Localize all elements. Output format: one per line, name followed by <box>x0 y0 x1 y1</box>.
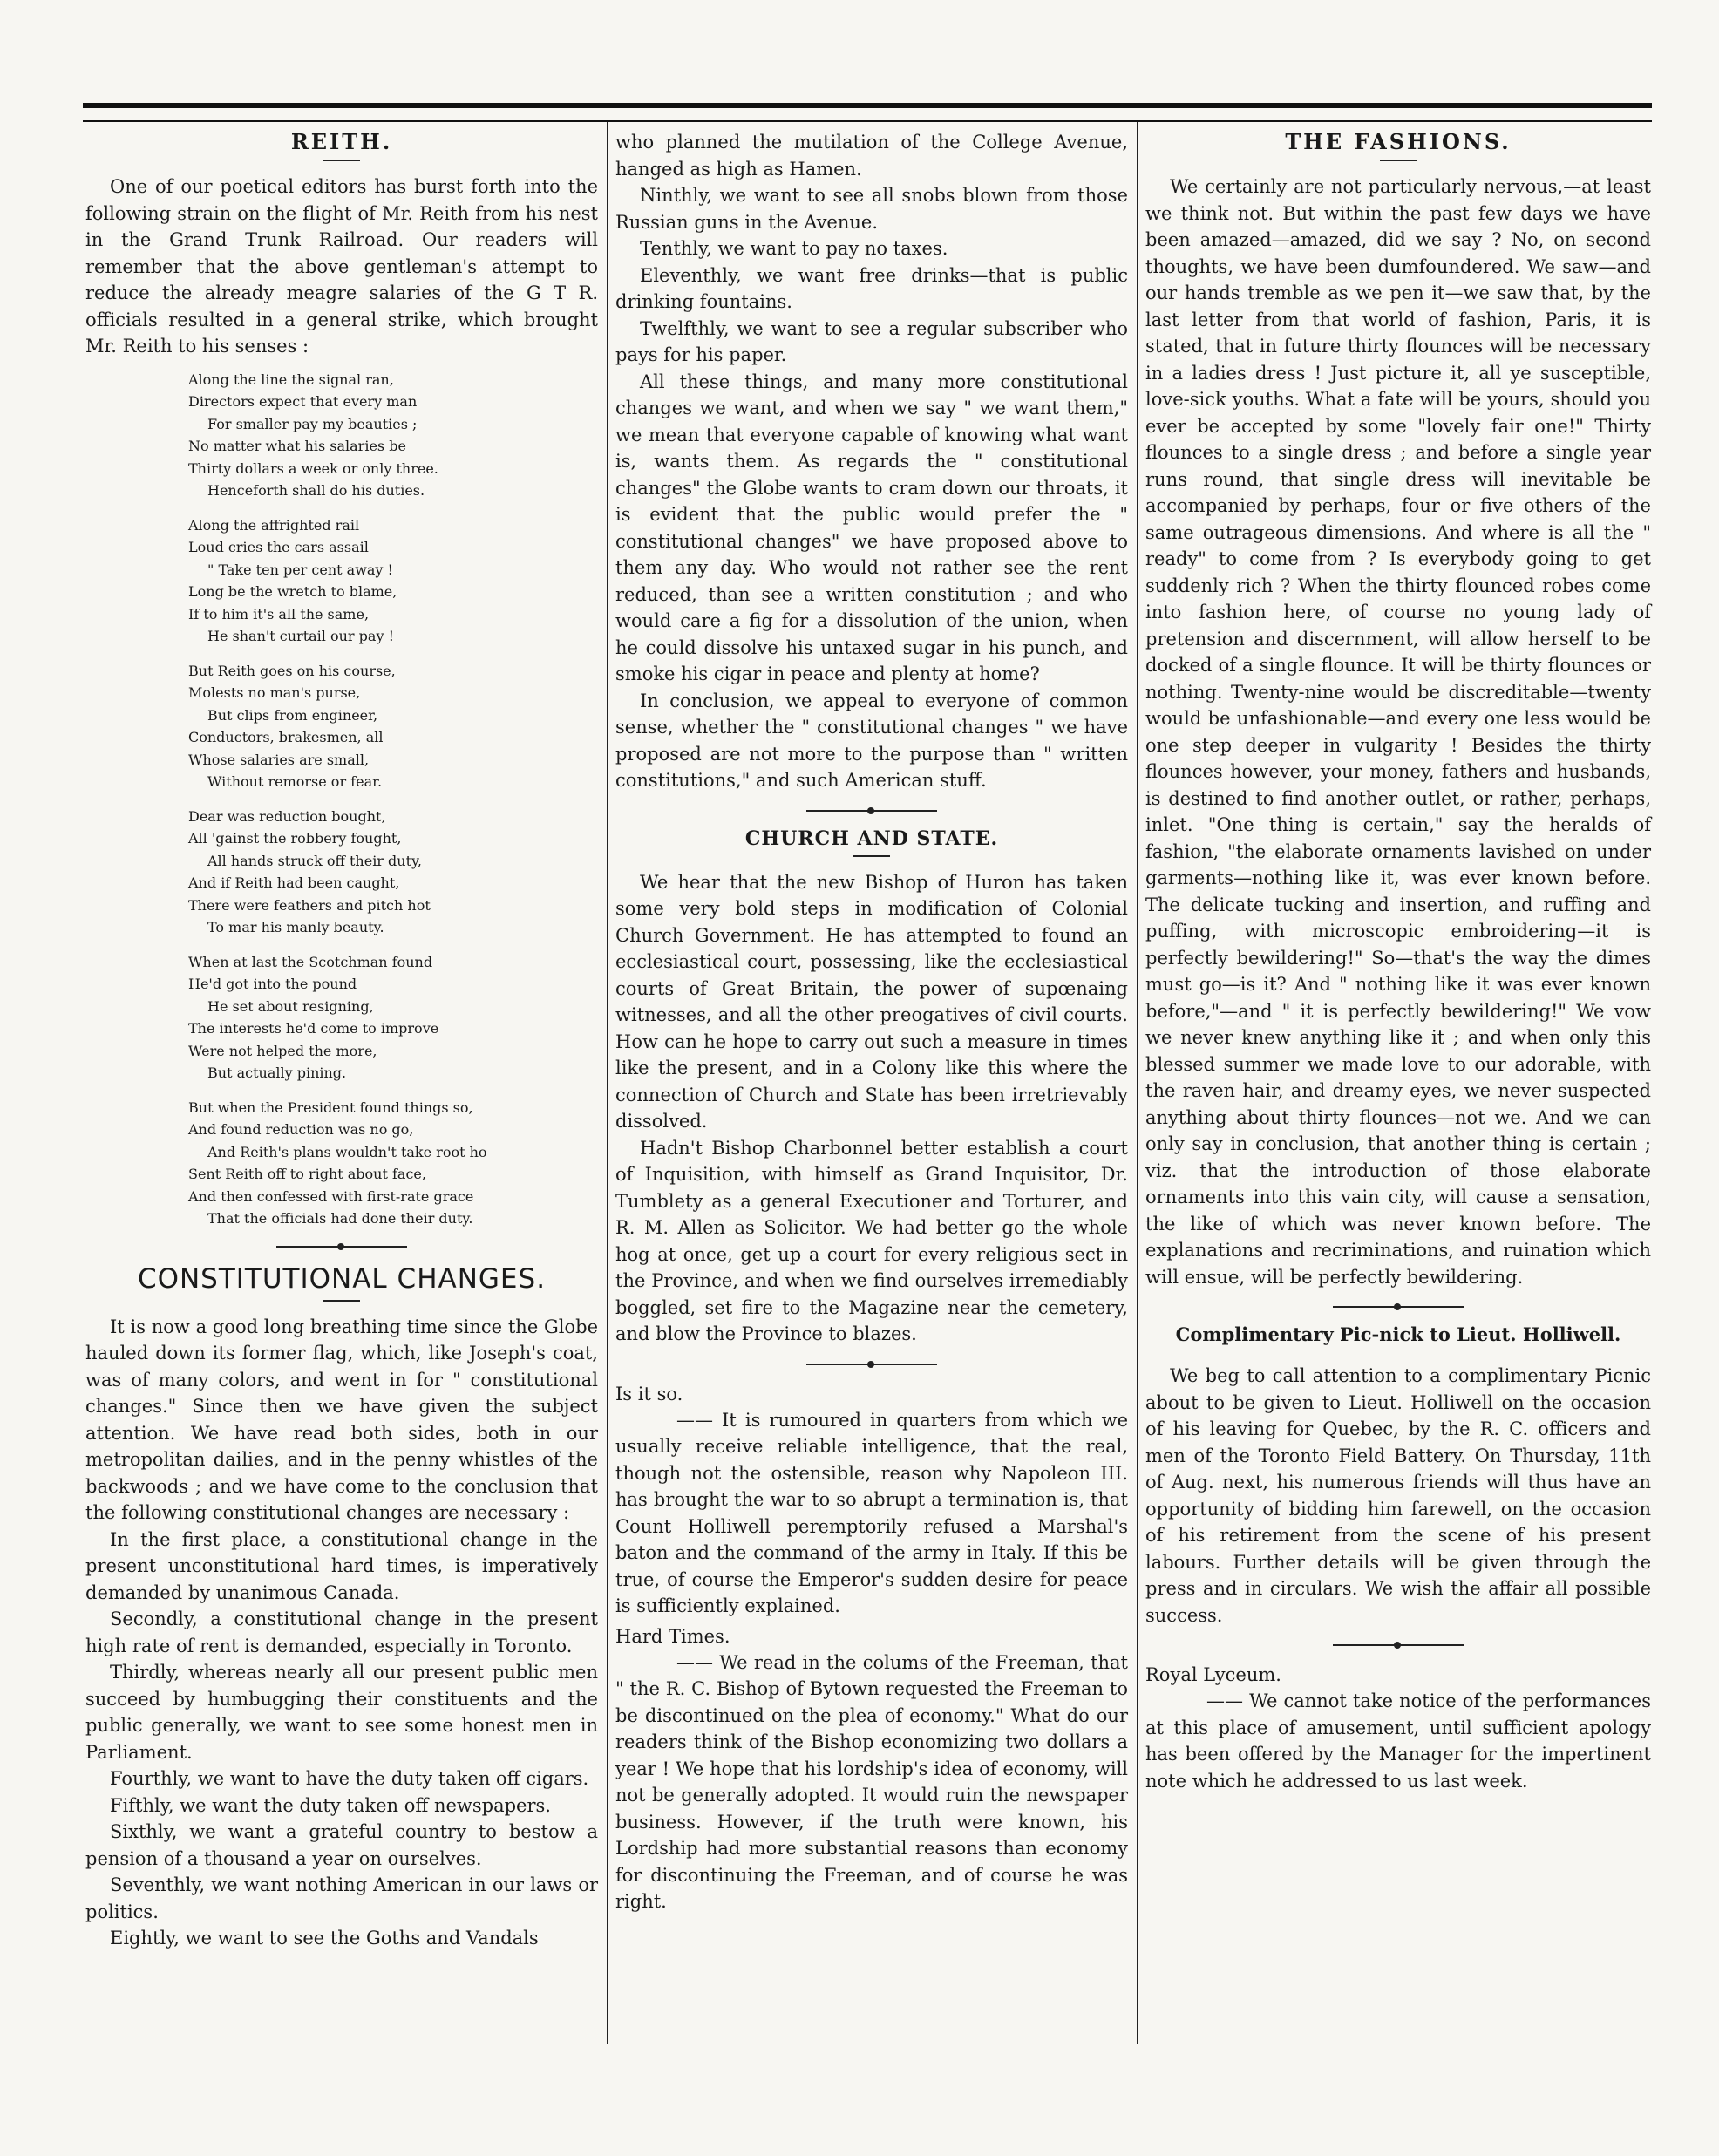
article-title-reith: REITH. <box>290 129 393 154</box>
poem-line: But actually pining. <box>207 1064 347 1081</box>
paragraph: Seventhly, we want nothing American in our laws or politics. <box>85 1874 598 1922</box>
poem-line: For smaller pay my beauties ; <box>207 415 418 432</box>
poem-stanza <box>188 514 598 648</box>
poem-stanza <box>188 951 598 1085</box>
item-head-royal-lyceum: Royal Lyceum. <box>1145 1664 1281 1685</box>
paragraph: Eightly, we want to see the Goths and Vandals <box>110 1928 539 1949</box>
poem-line: But clips from engineer, <box>207 706 378 724</box>
poem-line: And then confessed with first-rate grace <box>188 1187 474 1205</box>
poem-line: Directors expect that every man <box>188 393 418 410</box>
poem-stanza <box>188 1097 598 1230</box>
poem-line: No matter what his salaries be <box>188 438 406 454</box>
poem-stanza <box>188 369 598 502</box>
poem-line: " Take ten per cent away ! <box>207 561 393 578</box>
poem-line: Sent Reith off to right about face, <box>188 1166 426 1182</box>
column-3 <box>1145 129 1651 1794</box>
reith-poem <box>188 369 598 1230</box>
poem-line: Molests no man's purse, <box>188 684 361 701</box>
item-head-is-it-so: Is it so. <box>615 1383 683 1404</box>
paragraph: Fifthly, we want the duty taken off newspapers. <box>110 1794 551 1816</box>
section-separator <box>806 1364 937 1365</box>
poem-line: Without remorse or fear. <box>207 773 383 790</box>
poem-line: Thirty dollars a week or only three. <box>188 459 438 477</box>
poem-line: The interests he'd come to improve <box>188 1020 439 1037</box>
article-title-constitutional: CONSTITUTIONAL CHANGES. <box>137 1262 547 1295</box>
poem-line: When at last the Scotchman found <box>188 953 433 970</box>
poem-line: All hands struck off their duty, <box>207 852 423 869</box>
poem-stanza <box>188 660 598 793</box>
poem-line: That the officials had done their duty. <box>207 1210 473 1227</box>
article-title-church: CHURCH AND STATE. <box>744 826 999 850</box>
paragraph: who planned the mutilation of the College Avenue, hanged as high as Hamen. <box>615 132 1128 180</box>
article-title-fashions: THE FASHIONS. <box>1285 129 1512 154</box>
poem-line: And found reduction was no go, <box>188 1121 414 1138</box>
section-separator <box>806 810 937 812</box>
poem-line: Loud cries the cars assail <box>188 539 369 555</box>
paragraph: In the first place, a constitutional change in the present unconstitutional hard times, is imperatively demanded by unanimous Canada. <box>85 1528 598 1603</box>
paragraph: —— We read in the colums of the Freeman, that " the R. C. Bishop of Bytown requested the Freeman to be discontinued on the plea of economy." What do our readers think of the Bishop economizing two dollars a year ! We hope that his lordship's idea of economy, will not be generally adopted. It would ruin the newspaper business. However, if the truth were known, his Lordship had more substantial reasons than economy for discontinuing the Freeman, and of course he was right. <box>615 1651 1128 1912</box>
poem-line: And Reith's plans wouldn't take root ho <box>207 1143 487 1160</box>
poem-line: To mar his manly beauty. <box>207 919 384 935</box>
paragraph: Sixthly, we want a grateful country to bestow a pension of a thousand a year on ourselves. <box>85 1821 598 1869</box>
paragraph: All these things, and many more constitutional changes we want, and when we say " we want them," we mean that everyone capable of knowing what want is, wants them. As regards the " constitutional changes" the Globe wants to cram down our throats, it is evident that the public would prefer the " constitutional changes" we have proposed above to them any day. Who would not rather see the rent reduced, than see a written constitution ; and who would care a fig for a dissolution of the union, when he could dissolve his untaxed sugar in his punch, and smoke his cigar in peace and plenty at home? <box>615 371 1128 684</box>
paragraph: —— We cannot take notice of the performances at this place of amusement, until sufficient apology has been offered by the Manager for the impertinent note which he addressed to us last week. <box>1145 1690 1651 1792</box>
title-dash <box>1380 160 1417 161</box>
article-title-picnic: Complimentary Pic-nick to Lieut. Holliwell. <box>1175 1323 1621 1345</box>
column-divider <box>607 122 608 2044</box>
paragraph: Secondly, a constitutional change in the present high rate of rent is demanded, especially in Toronto. <box>85 1608 598 1656</box>
section-separator <box>1333 1306 1464 1308</box>
poem-line: All 'gainst the robbery fought, <box>188 830 402 847</box>
poem-stanza <box>188 806 598 939</box>
poem-line: Along the affrighted rail <box>188 516 360 534</box>
poem-line: He'd got into the pound <box>188 976 357 992</box>
poem-line: Whose salaries are small, <box>188 751 370 768</box>
paragraph: —— It is rumoured in quarters from which we usually receive reliable intelligence, that the real, though not the ostensible, reason why Napoleon III. has brought the war to so abrupt a termination is, that Count Holliwell peremptorily refused a Marshal's baton and the command of the army in Italy. If this be true, of course the Emperor's sudden desire for peace is sufficiently explained. <box>615 1409 1128 1616</box>
column-1 <box>85 129 598 1952</box>
paragraph: Twelfthly, we want to see a regular subscriber who pays for his paper. <box>615 317 1128 365</box>
paragraph: Fourthly, we want to have the duty taken off cigars. <box>110 1768 589 1789</box>
poem-line: There were feathers and pitch hot <box>188 896 431 914</box>
poem-line: And if Reith had been caught, <box>188 874 400 891</box>
poem-line: Conductors, brakesmen, all <box>188 729 384 745</box>
title-dash <box>323 1300 360 1302</box>
poem-line: He set about resigning, <box>207 997 374 1015</box>
paragraph: We certainly are not particularly nervous,—at least we think not. But within the past few days we have been amazed—amazed, did we say ? No, on second thoughts, we have been dumfoundered. We saw—and our hands tremble as we pen it—we saw that, by the last letter from that world of fashion, Paris, it is stated, that in future thirty flounces will be necessary in a ladies dress ! Just picture it, all ye susceptible, love-sick youths. What a fate will be yours, should you ever be accepted by some "lovely fair one!" Thirty flounces to a single dress ; and before a single year runs round, that single dress will inevitable be accompanied by perhaps, four or five others of the same outrageous dimensions. And where is all the " ready" to come from ? Is everybody going to get suddenly rich ? When the thirty flounced robes come into fashion here, of course no young lady of pretension and discernment, will allow herself to be docked of a single flounce. It will be thirty flounces or nothing. Twenty-nine would be discreditable—twenty would be unfashionable—and every one less would be one step deeper in vulgarity ! Besides the thirty flounces however, your money, fathers and husbands, is destined to find another outlet, or rather, perhaps, inlet. "One thing is certain," say the heralds of fashion, "the elaborate ornaments lavished on under garments—nothing like it, was ever known before. The delicate tucking and insertion, and ruffing and puffing, with microscopic embroidering—it is perfectly bewildering!" So—that's the way the dimes must go—is it? And " nothing like it was ever known before,"—and " it is perfectly bewildering!" We vow we never knew anything like it ; and when only this blessed summer we made love to our adorable, with the raven hair, and dreamy eyes, we never suspected anything about thirty flounces—not we. And we can only say in conclusion, that another thing is certain ; viz. that the introduction of those elaborate ornaments into this vain city, will cause a sensation, the like of which was never known before. The explanations and recriminations, and ruination which will ensue, will be perfectly bewildering. <box>1145 176 1651 1288</box>
paragraph: In conclusion, we appeal to everyone of common sense, whether the " constitutional changes " we have proposed are not more to the purpose than " written constitutions," and such American stuff. <box>615 690 1128 791</box>
section-separator <box>276 1246 407 1248</box>
masthead-rule <box>83 103 1652 122</box>
poem-line: But Reith goes on his course, <box>188 662 396 679</box>
poem-line: Along the line the signal ran, <box>188 371 394 388</box>
title-dash <box>323 160 360 161</box>
paragraph: We beg to call attention to a complimentary Picnic about to be given to Lieut. Holliwell on the occasion of his leaving for Quebec, by the R. C. officers and men of the Toronto Field Battery. On Thursday, 11th of Aug. next, his numerous friends will thus have an opportunity of bidding him farewell, on the occasion of his retirement from the scene of his present labours. Further details will be given through the press and in circulars. We wish the affair all possible success. <box>1145 1365 1651 1626</box>
paragraph: We hear that the new Bishop of Huron has taken some very bold steps in modification of Colonial Church Government. He has attempted to found an ecclesiastical court, possessing, like the ecclesiastical courts of Great Britain, the power of supœnaing witnesses, and all the other preogatives of civil courts. How can he hope to carry out such a measure in times like the present, and in a Colony like this where the connection of Church and State has been irretrievably dissolved. <box>615 871 1128 1132</box>
reith-intro: One of our poetical editors has burst forth into the following strain on the flight of Mr. Reith from his nest in the Grand Trunk Railroad. Our readers will remember that the above gentleman's attempt to reduce the already meagre salaries of the G T R. officials resulted in a general strike, which brought Mr. Reith to his senses : <box>85 176 598 357</box>
column-divider <box>1137 122 1138 2044</box>
poem-line: But when the President found things so, <box>188 1098 473 1116</box>
paragraph: It is now a good long breathing time since the Globe hauled down its former flag, which, like Joseph's coat, was of many colors, and went in for " constitutional changes." Since then we have given the subject attention. We have read both sides, both in our metropolitan dailies, and in the penny whistles of the backwoods ; and we have come to the conclusion that the following constitutional changes are necessary : <box>85 1316 598 1523</box>
paragraph: Thirdly, whereas nearly all our present public men succeed by humbugging their constituents and the public generally, we want to see some honest men in Parliament. <box>85 1662 598 1763</box>
paragraph: Eleventhly, we want free drinks—that is public drinking fountains. <box>615 264 1128 312</box>
poem-line: Henceforth shall do his duties. <box>207 482 425 499</box>
title-dash <box>853 855 890 857</box>
poem-line: He shan't curtail our pay ! <box>207 628 394 644</box>
poem-line: Were not helped the more, <box>188 1042 377 1059</box>
paragraph: Ninthly, we want to see all snobs blown from those Russian guns in the Avenue. <box>615 185 1128 233</box>
item-head-hard-times: Hard Times. <box>615 1625 730 1647</box>
column-2 <box>615 129 1128 1915</box>
poem-line: Long be the wretch to blame, <box>188 583 397 600</box>
poem-line: If to him it's all the same, <box>188 605 370 622</box>
paragraph: Tenthly, we want to pay no taxes. <box>640 238 948 259</box>
paragraph: Hadn't Bishop Charbonnel better establish a court of Inquisition, with himself as Grand Inquisitor, Dr. Tumblety as a general Executioner and Torturer, and R. M. Allen as Solicitor. We had better go the whole hog at once, get up a court for every religious sect in the Province, and when we find ourselves irremediably boggled, set fire to the Magazine near the cemetery, and blow the Province to blazes. <box>615 1137 1128 1344</box>
section-separator <box>1333 1644 1464 1646</box>
poem-line: Dear was reduction bought, <box>188 807 386 825</box>
